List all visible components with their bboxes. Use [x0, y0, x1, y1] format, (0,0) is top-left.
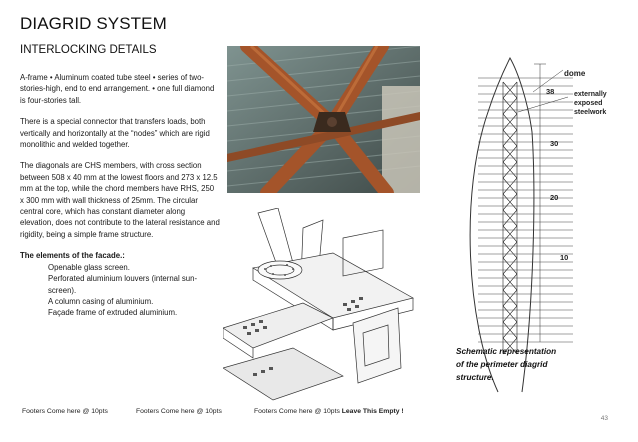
exposed-label: exposed — [574, 100, 603, 107]
floor-label-38: 38 — [546, 87, 555, 96]
caption-line-1: Schematic representation — [456, 347, 557, 356]
facade-element-item: Façade frame of extruded aluminium. — [48, 308, 178, 318]
caption-line-2: of the perimeter diagrid — [456, 360, 548, 369]
facade-element-item: Perforated aluminium louvers (internal sun-screen). — [48, 274, 198, 295]
diagrid-module — [503, 258, 517, 274]
slide-title: DIAGRID SYSTEM — [20, 14, 167, 33]
externally-label: externally — [574, 91, 607, 98]
facade-elements-list — [48, 262, 220, 319]
node-detail-illustration — [223, 208, 423, 403]
diagrid-schematic-diagram — [438, 42, 628, 394]
node-detail-drawing — [223, 208, 423, 403]
paragraph-diagonals: The diagonals are CHS members, with cross section between 508 x 40 mm at the lowest floors and 273 x 12.5 mm at the top, while the chord members have RHS, 250 x 300 mm with wall thickness of 25mm. The circular central core, which has constant diameter along elevation, does not contribute to the lateral resistance and rigidity, being a simple frame structure. — [20, 161, 220, 239]
diagrid-module — [503, 194, 517, 210]
footer-text-1: Footers Come here @ 10pts — [22, 408, 108, 415]
diagrid-schematic-svg — [438, 42, 628, 394]
footer-text-3-bold: Leave This Empty ! — [341, 408, 404, 415]
diagrid-module — [503, 130, 517, 146]
floor-label-30: 30 — [550, 139, 559, 148]
diagrid-module — [503, 226, 517, 242]
diagrid-module — [503, 178, 517, 194]
paragraph-a-frame: A-frame • Aluminum coated tube steel • series of two-stories-high, end to end arrangement. • one full diamond is four-stories tall. — [20, 73, 215, 105]
diagrid-module — [503, 82, 517, 98]
body-text — [20, 72, 220, 319]
diagrid-module — [503, 242, 517, 258]
footer-text-2: Footers Come here @ 10pts — [136, 408, 222, 415]
facade-element-item: A column casing of aluminium. — [48, 296, 154, 306]
paragraph-connector: There is a special connector that transfers loads, both vertically and horizontally at the “nodes” which are rigid monolithic and welded together. — [20, 117, 210, 150]
diagrid-module — [503, 146, 517, 162]
diagrid-module — [503, 162, 517, 178]
facade-elements-heading: The elements of the facade.: — [20, 251, 125, 261]
diagrid-module — [503, 98, 517, 114]
steelwork-label: steelwork — [574, 109, 607, 116]
caption-line-3: structure. — [456, 373, 494, 382]
diagrid-module — [503, 290, 517, 306]
diagrid-module — [503, 306, 517, 322]
dome-label: dome — [564, 69, 586, 78]
floor-label-20: 20 — [550, 193, 559, 202]
facade-element-item: Openable glass screen. — [48, 262, 130, 272]
page-number: 43 — [600, 415, 608, 422]
footer-text-3 — [254, 408, 404, 415]
diagrid-module — [503, 210, 517, 226]
floor-label-10: 10 — [560, 253, 569, 262]
diagrid-module — [503, 322, 517, 338]
node-photo-illustration — [227, 46, 420, 193]
slide-subtitle: INTERLOCKING DETAILS — [20, 44, 157, 56]
footer-text-3-regular: Footers Come here @ 10pts — [254, 408, 340, 415]
diagrid-node-photo — [227, 46, 420, 193]
diagrid-module — [503, 274, 517, 290]
diagrid-module — [503, 114, 517, 130]
